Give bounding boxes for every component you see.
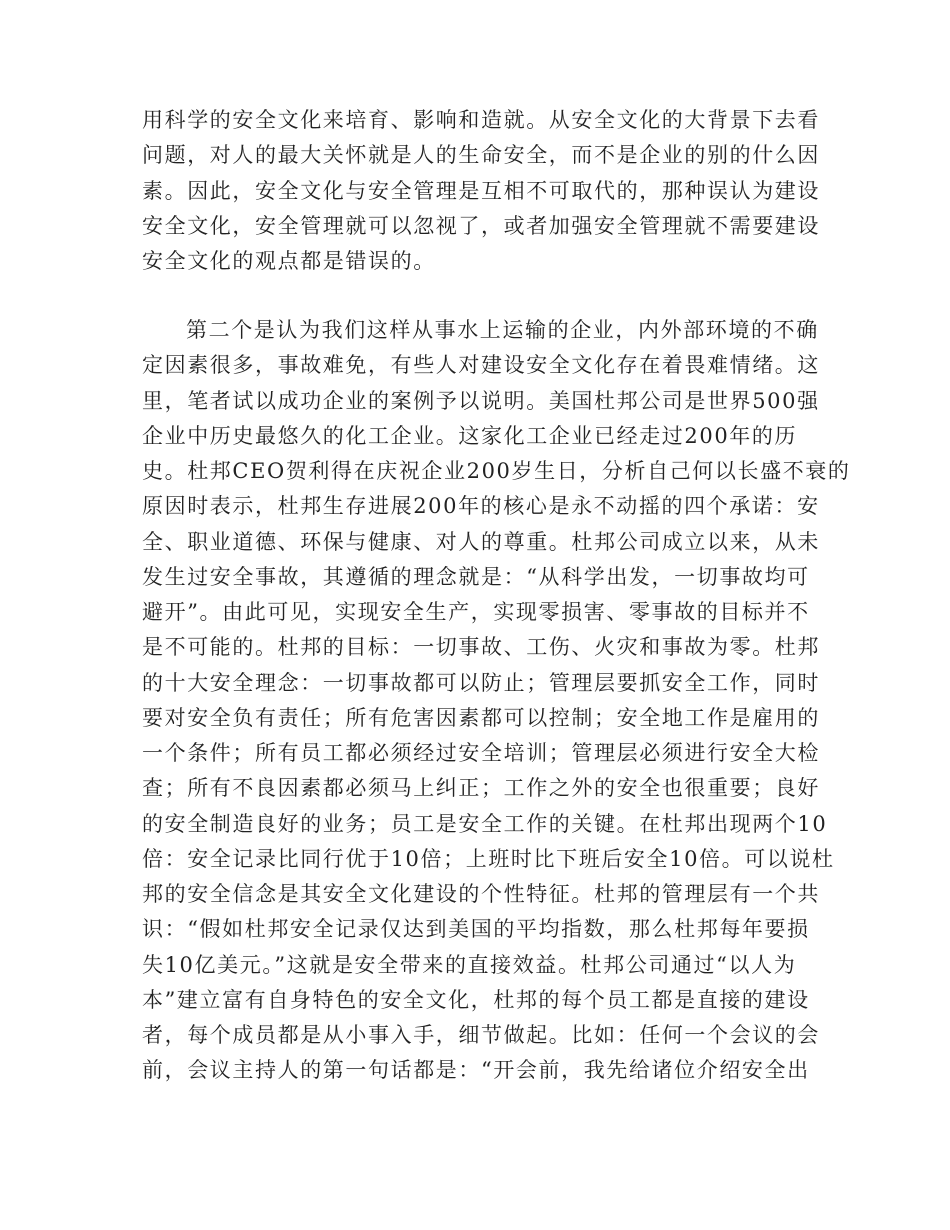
- paragraph-1: [142, 103, 820, 279]
- paragraph-line: 本”建立富有自身特色的安全文化，杜邦的每个员工都是直接的建设: [142, 987, 810, 1012]
- paragraph-line: 第二个是认为我们这样从事水上运输的企业，内外部环境的不确: [186, 318, 819, 342]
- paragraph-line: 是不可能的。杜邦的目标：一切事故、工伤、火灾和事故为零。杜邦: [142, 635, 820, 660]
- paragraph-line: 失10亿美元。”这就是安全带来的直接效益。杜邦公司通过“以人为: [142, 952, 797, 977]
- paragraph-2: [142, 313, 851, 1089]
- paragraph-line: 安全文化的观点都是错误的。: [142, 249, 436, 273]
- paragraph-line: 一个条件；所有员工都必须经过安全培训；管理层必须进行安全大检: [142, 741, 820, 765]
- paragraph-line: 的十大安全理念：一切事故都可以防止；管理层要抓安全工作，同时: [142, 670, 820, 695]
- paragraph-line: 避开”。由此可见，实现安全生产，实现零损害、零事故的目标并不: [142, 600, 810, 624]
- paragraph-line: 里，笔者试以成功企业的案例予以说明。美国杜邦公司是世界500强: [142, 388, 820, 413]
- paragraph-line: 的安全制造良好的业务；员工是安全工作的关键。在杜邦出现两个10: [142, 811, 828, 836]
- paragraph-line: 原因时表示，杜邦生存进展200年的核心是永不动摇的四个承诺：安: [142, 494, 820, 519]
- paragraph-line: 倍：安全记录比同行优于10倍；上班时比下班后安全10倍。可以说杜: [142, 846, 835, 871]
- paragraph-line: 问题，对人的最大关怀就是人的生命安全，而不是企业的别的什么因: [142, 143, 820, 168]
- paragraph-line: 者，每个成员都是从小事入手，细节做起。比如：任何一个会议的会: [142, 1023, 820, 1047]
- paragraph-line: 企业中历史最悠久的化工企业。这家化工企业已经走过200年的历: [142, 423, 798, 448]
- paragraph-line: 邦的安全信念是其安全文化建设的个性特征。杜邦的管理层有一个共: [142, 882, 820, 906]
- paragraph-line: 安全文化，安全管理就可以忽视了，或者加强安全管理就不需要建设: [142, 213, 820, 238]
- paragraph-line: 发生过安全事故，其遵循的理念就是：“从科学出发，一切事故均可: [142, 564, 810, 589]
- paragraph-line: 用科学的安全文化来培育、影响和造就。从安全文化的大背景下去看: [142, 108, 820, 132]
- paragraph-line: 素。因此，安全文化与安全管理是互相不可取代的，那种误认为建设: [142, 178, 820, 203]
- paragraph-line: 识：“假如杜邦安全记录仅达到美国的平均指数，那么杜邦每年要损: [142, 917, 810, 942]
- paragraph-line: 全、职业道德、环保与健康、对人的尊重。杜邦公司成立以来，从未: [142, 529, 820, 554]
- paragraph-line: 要对安全负有责任；所有危害因素都可以控制；安全地工作是雇用的: [142, 705, 820, 730]
- paragraph-line: 史。杜邦CEO贺利得在庆祝企业200岁生日，分析自己何以长盛不衰的: [142, 459, 851, 483]
- paragraph-line: 定因素很多，事故难免，有些人对建设安全文化存在着畏难情绪。这: [142, 353, 820, 378]
- paragraph-line: 前，会议主持人的第一句话都是：“开会前，我先给诸位介绍安全出: [142, 1058, 810, 1083]
- paragraph-line: 查；所有不良因素都必须马上纠正；工作之外的安全也很重要；良好: [142, 776, 820, 801]
